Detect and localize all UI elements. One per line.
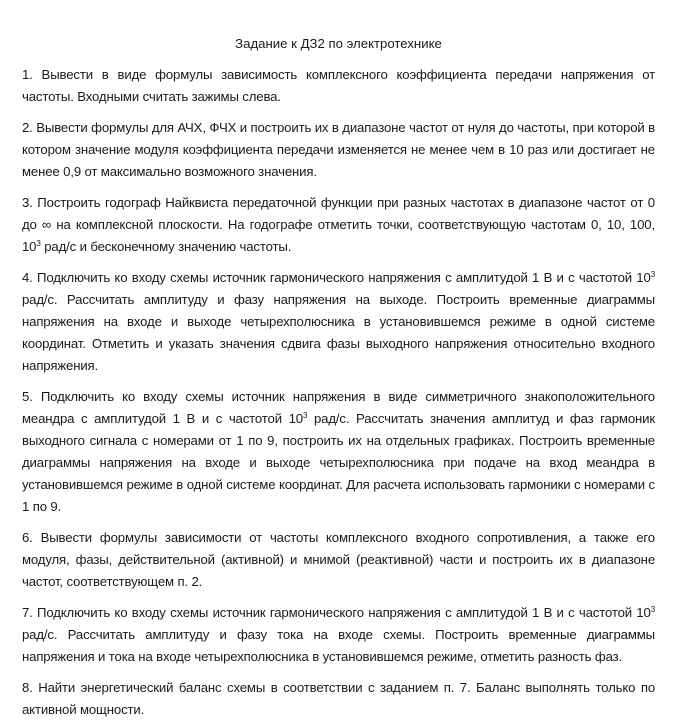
superscript-exponent: 3	[650, 270, 655, 279]
task-item-3-text-before: 3. Построить годограф Найквиста передаточной функции при разных частотах в диапазоне частот от 0 до ∞ на комплексной плоскости. На годографе отметить точки, соответствующую частотам 0, 10, 100, 10	[22, 195, 655, 254]
task-item-3-text-after: рад/с и бесконечному значению частоты.	[40, 239, 292, 254]
superscript-exponent: 3	[650, 605, 655, 614]
task-item-1: 1. Вывести в виде формулы зависимость комплексного коэффициента передачи напряжения от частоты. Входными считать зажимы слева.	[22, 67, 655, 104]
superscript-exponent: 3	[36, 239, 41, 248]
task-item-8: 8. Найти энергетический баланс схемы в соответствии с заданием п. 7. Баланс выполнять только по активной мощности.	[22, 680, 655, 717]
superscript-exponent: 3	[303, 411, 308, 420]
task-item-4-text-before: 4. Подключить ко входу схемы источник гармонического напряжения с амплитудой 1 В и с частотой 10	[22, 270, 651, 285]
task-item-5-text-after: рад/с. Рассчитать значения амплитуд и фаз гармоник выходного сигнала с номерами от 1 по 9, построить их на отдельных графиках. Построить временные диаграммы напряжения на входе и выходе четырехполюсника при подаче на вход меандра в установившемся режиме в одной системе координат. Для расчета использовать гармоники с номерами с 1 по 9.	[22, 411, 655, 514]
task-item-7-text-before: 7. Подключить ко входу схемы источник гармонического напряжения с амплитудой 1 В и с частотой 10	[22, 605, 651, 620]
task-item-5-text-before: 5. Подключить ко входу схемы источник напряжения в виде симметричного знакоположительного меандра с амплитудой 1 В и с частотой 10	[22, 389, 655, 426]
task-item-4-text-after: рад/с. Рассчитать амплитуду и фазу напряжения на выходе. Построить временные диаграммы напряжения на входе и выходе четырехполюсника в установившемся режиме в одной системе координат. Отметить и указать значения сдвига фазы выходного напряжения относительно входного напряжения.	[22, 292, 655, 373]
task-item-3	[22, 192, 655, 258]
task-item-2: 2. Вывести формулы для АЧХ, ФЧХ и построить их в диапазоне частот от нуля до частоты, при которой в котором значение модуля коэффициента передачи изменяется не менее чем в 10 раз или достигает не менее 0,9 от максимально возможного значения.	[22, 120, 655, 179]
task-item-6: 6. Вывести формулы зависимости от частоты комплексного входного сопротивления, а также его модуля, фазы, действительной (активной) и мнимой (реактивной) части и построить их в диапазоне частот, соответствующем п. 2.	[22, 530, 655, 589]
task-item-4	[22, 267, 655, 377]
document-title: Задание к ДЗ2 по электротехнике	[235, 36, 442, 51]
task-item-5	[22, 386, 655, 518]
task-item-7	[22, 602, 655, 668]
task-item-7-text-after: рад/с. Рассчитать амплитуду и фазу тока на входе схемы. Построить временные диаграммы напряжения и тока на входе четырехполюсника в установившемся режиме, отметить разность фаз.	[22, 627, 655, 664]
